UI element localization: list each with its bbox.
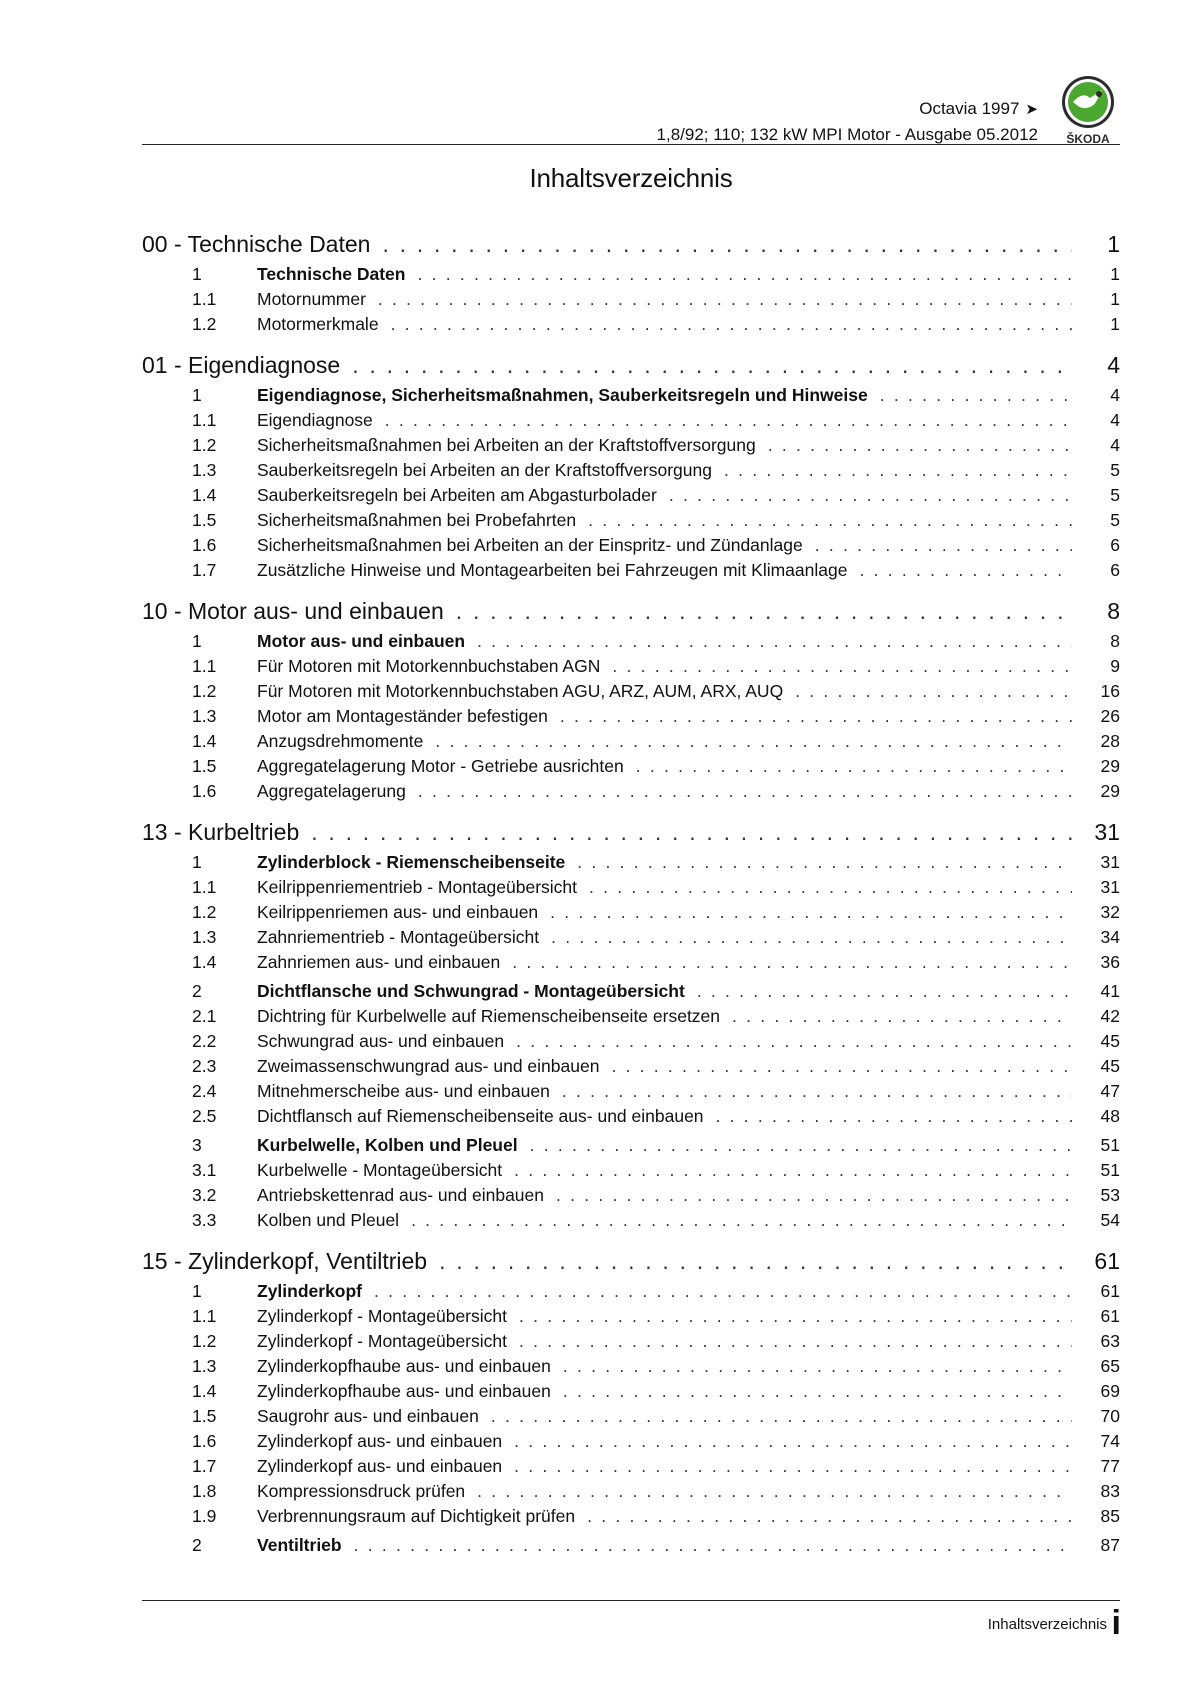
toc-entry-title: 01 - Eigendiagnose [142,352,341,378]
toc-entry-title: Dichtflansche und Schwungrad - Montageübersicht [257,981,685,1001]
toc-entry-page: 29 [1100,781,1120,801]
toc-entry-number: 1.1 [192,1306,217,1326]
toc-subsection[interactable] [142,950,1120,975]
toc-entry-title: Keilrippenriemen aus- und einbauen [257,902,539,922]
toc-dot-leader [514,1454,1072,1479]
toc-dot-leader [551,925,1072,950]
toc-dot-leader [354,1533,1072,1558]
toc-subsection[interactable] [142,483,1120,508]
toc-dot-leader [612,654,1072,679]
header-subtitle: 1,8/92; 110; 132 kW MPI Motor - Ausgabe 05.2012 [656,125,1038,144]
toc-entry-title: Aggregatelagerung [257,781,406,801]
toc-entry-title: Zylinderkopf [257,1281,363,1301]
toc-entry-title: Dichtflansch auf Riemenscheibenseite aus- und einbauen [257,1106,704,1126]
toc-dot-leader [560,704,1072,729]
toc-subsection[interactable] [142,900,1120,925]
toc-entry-title: Zahnriementrieb - Montageübersicht [257,927,540,947]
toc-subsection[interactable] [142,1054,1120,1079]
footer-page-number: i [1111,1604,1121,1642]
toc-chapter-heading[interactable] [142,595,1120,627]
toc-section-heading[interactable] [142,1279,1120,1304]
toc-entry-title: Kompressionsdruck prüfen [257,1481,466,1501]
toc-subsection[interactable] [142,1104,1120,1129]
toc-entry-number: 2.4 [192,1081,217,1101]
toc-section-heading[interactable] [142,850,1120,875]
toc-entry-title: Aggregatelagerung Motor - Getriebe ausrichten [257,756,624,776]
toc-entry-page: 87 [1100,1535,1120,1555]
toc-entry-page: 4 [1110,410,1120,430]
toc-subsection[interactable] [142,1404,1120,1429]
toc-chapter-heading[interactable] [142,349,1120,381]
toc-subsection[interactable] [142,433,1120,458]
toc-dot-leader [563,1379,1072,1404]
toc-entry-page: 32 [1100,902,1120,922]
toc-entry-page: 41 [1100,981,1120,1001]
toc-entry-title: Anzugsdrehmomente [257,731,424,751]
toc-entry-number: 1 [192,631,202,651]
toc-chapter-heading[interactable] [142,228,1120,260]
toc-dot-leader [477,629,1072,654]
toc-subsection[interactable] [142,654,1120,679]
toc-entry-title: Ventiltrieb [257,1535,342,1555]
toc-entry-number: 1 [192,852,202,872]
toc-entry-title: Zweimassenschwungrad aus- und einbauen [257,1056,600,1076]
toc-dot-leader [385,408,1072,433]
toc-entry-page: 31 [1094,819,1120,845]
toc-entry-number: 2.2 [192,1031,217,1051]
toc-entry-title: Zylinderkopf - Montageübersicht [257,1331,507,1351]
toc-entry-title: Kolben und Pleuel [257,1210,400,1230]
toc-chapter [142,583,1120,804]
toc-entry-title: Zylinderkopf aus- und einbauen [257,1456,503,1476]
toc-entry-page: 5 [1110,485,1120,505]
toc-entry-number: 1.1 [192,410,217,430]
toc-entry-number: 1 [192,385,202,405]
toc-dot-leader [724,458,1072,483]
toc-entry-title: Eigendiagnose, Sicherheitsmaßnahmen, Sauberkeitsregeln und Hinweise [257,385,868,405]
toc-entry-title: Zylinderkopfhaube aus- und einbauen [257,1381,551,1401]
toc-entry-title: Sicherheitsmaßnahmen bei Arbeiten an der Kraftstoffversorgung [257,435,756,455]
toc-dot-leader [352,349,1072,381]
toc-entry-page: 5 [1110,510,1120,530]
toc-entry-page: 1 [1110,289,1120,309]
toc-dot-leader [477,1479,1072,1504]
toc-entry-number: 1.7 [192,560,217,580]
toc-dot-leader [611,1054,1072,1079]
page-header [142,62,1120,146]
toc-entry-number: 1.1 [192,289,217,309]
toc-section-heading[interactable] [142,1533,1120,1558]
toc-entry-page: 26 [1100,706,1120,726]
toc-subsection[interactable] [142,558,1120,583]
toc-entry-page: 8 [1107,598,1120,624]
toc-entry-page: 42 [1100,1006,1120,1026]
toc-chapter [142,337,1120,583]
toc-entry-title: Motor am Montageständer befestigen [257,706,548,726]
toc-entry-title: Für Motoren mit Motorkennbuchstaben AGU, ARZ, AUM, ARX, AUQ [257,681,784,701]
toc-entry-title: Sauberkeitsregeln bei Arbeiten am Abgasturbolader [257,485,657,505]
toc-chapter [142,228,1120,337]
page-title: Inhaltsverzeichnis [529,163,733,193]
toc-entry-title: Zusätzliche Hinweise und Montagearbeiten bei Fahrzeugen mit Klimaanlage [257,560,848,580]
toc-entry-number: 2 [192,981,202,1001]
toc-entry-title: Für Motoren mit Motorkennbuchstaben AGN [257,656,601,676]
toc-section-heading[interactable] [142,1133,1120,1158]
toc-subsection[interactable] [142,1004,1120,1029]
header-rule [142,144,1120,145]
toc-entry-number: 3.1 [192,1160,217,1180]
toc-entry-page: 29 [1100,756,1120,776]
toc-subsection[interactable] [142,1479,1120,1504]
toc-subsection[interactable] [142,1454,1120,1479]
toc-dot-leader [514,1158,1072,1183]
toc-dot-leader [491,1404,1072,1429]
toc-entry-page: 77 [1100,1456,1120,1476]
toc-dot-leader [636,754,1072,779]
toc-subsection[interactable] [142,287,1120,312]
toc-section-heading[interactable] [142,383,1120,408]
toc-entry-number: 1 [192,264,202,284]
toc-section-heading[interactable] [142,629,1120,654]
toc-entry-title: Zahnriemen aus- und einbauen [257,952,501,972]
toc-entry-number: 1.1 [192,877,217,897]
toc-entry-page: 31 [1100,852,1120,872]
toc-entry-page: 61 [1100,1281,1120,1301]
toc-entry-title: Zylinderkopf - Montageübersicht [257,1306,507,1326]
toc-entry-page: 69 [1100,1381,1120,1401]
toc-dot-leader [514,1429,1072,1454]
toc-entry-number: 1.3 [192,706,217,726]
toc-entry-number: 1.1 [192,656,217,676]
toc-subsection[interactable] [142,754,1120,779]
toc-chapter [142,1233,1120,1558]
toc-dot-leader [439,1245,1072,1277]
toc-entry-page: 31 [1100,877,1120,897]
toc-dot-leader [378,287,1072,312]
toc-dot-leader [587,1504,1072,1529]
toc-entry-number: 1.4 [192,485,217,505]
toc-entry-title: Keilrippenriementrieb - Montageübersicht [257,877,578,897]
toc-entry-page: 4 [1110,435,1120,455]
toc-dot-leader [859,558,1072,583]
toc-entry-title: Motormerkmale [257,314,379,334]
toc-entry-number: 1.2 [192,314,217,334]
skoda-logo [1056,72,1120,146]
toc-entry-number: 1.3 [192,460,217,480]
footer-label: Inhaltsverzeichnis [987,1616,1107,1633]
toc-dot-leader [562,1079,1072,1104]
toc-entry-page: 28 [1100,731,1120,751]
toc-section-heading[interactable] [142,979,1120,1004]
toc-entry-page: 45 [1100,1031,1120,1051]
toc-dot-leader [795,679,1072,704]
chapter-spacer [142,337,1120,349]
toc-section-heading[interactable] [142,262,1120,287]
toc-entry-page: 6 [1110,560,1120,580]
toc-entry-title: Schwungrad aus- und einbauen [257,1031,505,1051]
toc-entry-title: Technische Daten [257,264,406,284]
chapter-spacer [142,1233,1120,1245]
toc-entry-page: 36 [1100,952,1120,972]
toc-subsection[interactable] [142,1329,1120,1354]
toc-dot-leader [418,779,1072,804]
toc-entry-number: 1.8 [192,1481,217,1501]
toc-entry-page: 54 [1100,1210,1120,1230]
toc-entry-number: 1.4 [192,1381,217,1401]
toc-entry-number: 1.2 [192,1331,217,1351]
toc-entry-page: 9 [1110,656,1120,676]
toc-entry-title: Dichtring für Kurbelwelle auf Riemenscheibenseite ersetzen [257,1006,721,1026]
toc-dot-leader [716,1104,1072,1129]
toc-subsection[interactable] [142,1429,1120,1454]
toc-entry-title: Motornummer [257,289,366,309]
toc-subsection[interactable] [142,925,1120,950]
toc-entry-title: Sauberkeitsregeln bei Arbeiten an der Kraftstoffversorgung [257,460,712,480]
toc-entry-title: Mitnehmerscheibe aus- und einbauen [257,1081,550,1101]
toc-subsection[interactable] [142,704,1120,729]
toc-entry-number: 1.5 [192,1406,217,1426]
chapter-spacer [142,583,1120,595]
toc-entry-title: Kurbelwelle - Montageübersicht [257,1160,503,1180]
toc-entry-page: 48 [1100,1106,1120,1126]
toc-entry-number: 1.5 [192,756,217,776]
toc-dot-leader [768,433,1072,458]
toc-entry-page: 45 [1100,1056,1120,1076]
toc-entry-number: 1.2 [192,681,217,701]
toc-dot-leader [411,1208,1072,1233]
toc-entry-page: 83 [1100,1481,1120,1501]
toc-entry-number: 1.3 [192,1356,217,1376]
toc-dot-leader [588,508,1072,533]
toc-entry-page: 61 [1094,1248,1120,1274]
toc-entry-number: 1.6 [192,535,217,555]
toc-entry-title: Sicherheitsmaßnahmen bei Arbeiten an der Einspritz- und Zündanlage [257,535,803,555]
toc-entry-page: 47 [1100,1081,1120,1101]
toc-dot-leader [697,979,1072,1004]
chapter-spacer [142,804,1120,816]
toc-entry-page: 1 [1110,264,1120,284]
toc-dot-leader [456,595,1072,627]
toc-dot-leader [374,1279,1072,1304]
toc-subsection[interactable] [142,1379,1120,1404]
toc-entry-title: 15 - Zylinderkopf, Ventiltrieb [142,1248,428,1274]
toc-dot-leader [563,1354,1072,1379]
toc-entry-title: 00 - Technische Daten [142,231,371,257]
toc-entry-title: Kurbelwelle, Kolben und Pleuel [257,1135,518,1155]
header-arrow-icon: ➤ [1025,101,1038,118]
toc-entry-number: 3 [192,1135,202,1155]
toc-entry-page: 34 [1100,927,1120,947]
toc-entry-number: 2.3 [192,1056,217,1076]
toc-entry-page: 70 [1100,1406,1120,1426]
toc-dot-leader [512,950,1072,975]
toc-entry-number: 1.7 [192,1456,217,1476]
toc-dot-leader [815,533,1072,558]
toc-entry-page: 5 [1110,460,1120,480]
toc-dot-leader [669,483,1072,508]
toc-subsection[interactable] [142,1208,1120,1233]
footer-rule [142,1600,1120,1601]
toc-dot-leader [550,900,1072,925]
toc-subsection[interactable] [142,679,1120,704]
toc-entry-number: 2.1 [192,1006,217,1026]
toc-entry-page: 8 [1110,631,1120,651]
toc-dot-leader [516,1029,1072,1054]
toc-chapter [142,804,1120,1233]
toc-dot-leader [589,875,1072,900]
toc-entry-number: 1.3 [192,927,217,947]
toc-entry-title: Motor aus- und einbauen [257,631,466,651]
toc-entry-number: 1.5 [192,510,217,530]
header-model: Octavia 1997 [919,99,1020,118]
toc-entry-number: 1.4 [192,952,217,972]
toc-entry-number: 3.3 [192,1210,217,1230]
toc-entry-number: 1.6 [192,1431,217,1451]
toc-dot-leader [382,228,1072,260]
toc-chapter-heading[interactable] [142,1245,1120,1277]
toc-chapter-heading[interactable] [142,816,1120,848]
toc-entry-title: Antriebskettenrad aus- und einbauen [257,1185,545,1205]
toc-entry-title: Zylinderkopf aus- und einbauen [257,1431,503,1451]
toc-entry-title: Eigendiagnose [257,410,373,430]
toc-subsection[interactable] [142,1079,1120,1104]
toc-dot-leader [530,1133,1072,1158]
toc-subsection[interactable] [142,1029,1120,1054]
toc-entry-page: 85 [1100,1506,1120,1526]
toc-entry-page: 51 [1100,1160,1120,1180]
toc-entry-number: 1.2 [192,435,217,455]
toc-entry-page: 16 [1100,681,1120,701]
toc-subsection[interactable] [142,408,1120,433]
toc-entry-title: 10 - Motor aus- und einbauen [142,598,444,624]
toc-subsection[interactable] [142,508,1120,533]
toc-subsection[interactable] [142,1158,1120,1183]
skoda-logo-wordmark: ŠKODA [1066,132,1110,146]
toc-subsection[interactable] [142,1183,1120,1208]
toc-entry-number: 1.2 [192,902,217,922]
toc-entry-page: 65 [1100,1356,1120,1376]
toc-entry-number: 1.9 [192,1506,217,1526]
toc-subsection[interactable] [142,312,1120,337]
toc-entry-title: Zylinderkopfhaube aus- und einbauen [257,1356,551,1376]
toc-subsection[interactable] [142,1504,1120,1529]
toc-dot-leader [519,1329,1072,1354]
toc-subsection[interactable] [142,1304,1120,1329]
toc-entry-number: 3.2 [192,1185,217,1205]
toc-entry-number: 1 [192,1281,202,1301]
toc-subsection[interactable] [142,1354,1120,1379]
toc-entry-page: 51 [1100,1135,1120,1155]
toc-entry-page: 1 [1107,231,1120,257]
toc-entry-page: 53 [1100,1185,1120,1205]
toc-entry-title: Saugrohr aus- und einbauen [257,1406,479,1426]
toc-dot-leader [311,816,1072,848]
toc-entry-page: 1 [1110,314,1120,334]
header-model-line [657,96,1038,122]
toc-entry-page: 6 [1110,535,1120,555]
toc-dot-leader [732,1004,1072,1029]
toc-entry-page: 4 [1110,385,1120,405]
toc-dot-leader [417,262,1072,287]
toc-entry-number: 2.5 [192,1106,217,1126]
toc-dot-leader [556,1183,1072,1208]
toc-subsection[interactable] [142,533,1120,558]
toc-dot-leader [880,383,1072,408]
toc-subsection[interactable] [142,729,1120,754]
toc-entry-page: 4 [1107,352,1120,378]
toc-dot-leader [391,312,1072,337]
toc-entry-page: 61 [1100,1306,1120,1326]
toc-entry-title: 13 - Kurbeltrieb [142,819,300,845]
toc-entry-page: 63 [1100,1331,1120,1351]
toc-entry-number: 1.4 [192,731,217,751]
toc-subsection[interactable] [142,875,1120,900]
toc-entry-page: 74 [1100,1431,1120,1451]
toc-dot-leader [519,1304,1072,1329]
toc-dot-leader [435,729,1072,754]
toc-entry-title: Sicherheitsmaßnahmen bei Probefahrten [257,510,577,530]
toc-subsection[interactable] [142,458,1120,483]
table-of-contents [142,228,1120,1558]
toc-entry-number: 1.6 [192,781,217,801]
header-text [657,96,1038,147]
toc-entry-title: Zylinderblock - Riemenscheibenseite [257,852,566,872]
toc-subsection[interactable] [142,779,1120,804]
toc-entry-title: Verbrennungsraum auf Dichtigkeit prüfen [257,1506,576,1526]
toc-entry-number: 2 [192,1535,202,1555]
toc-dot-leader [577,850,1072,875]
